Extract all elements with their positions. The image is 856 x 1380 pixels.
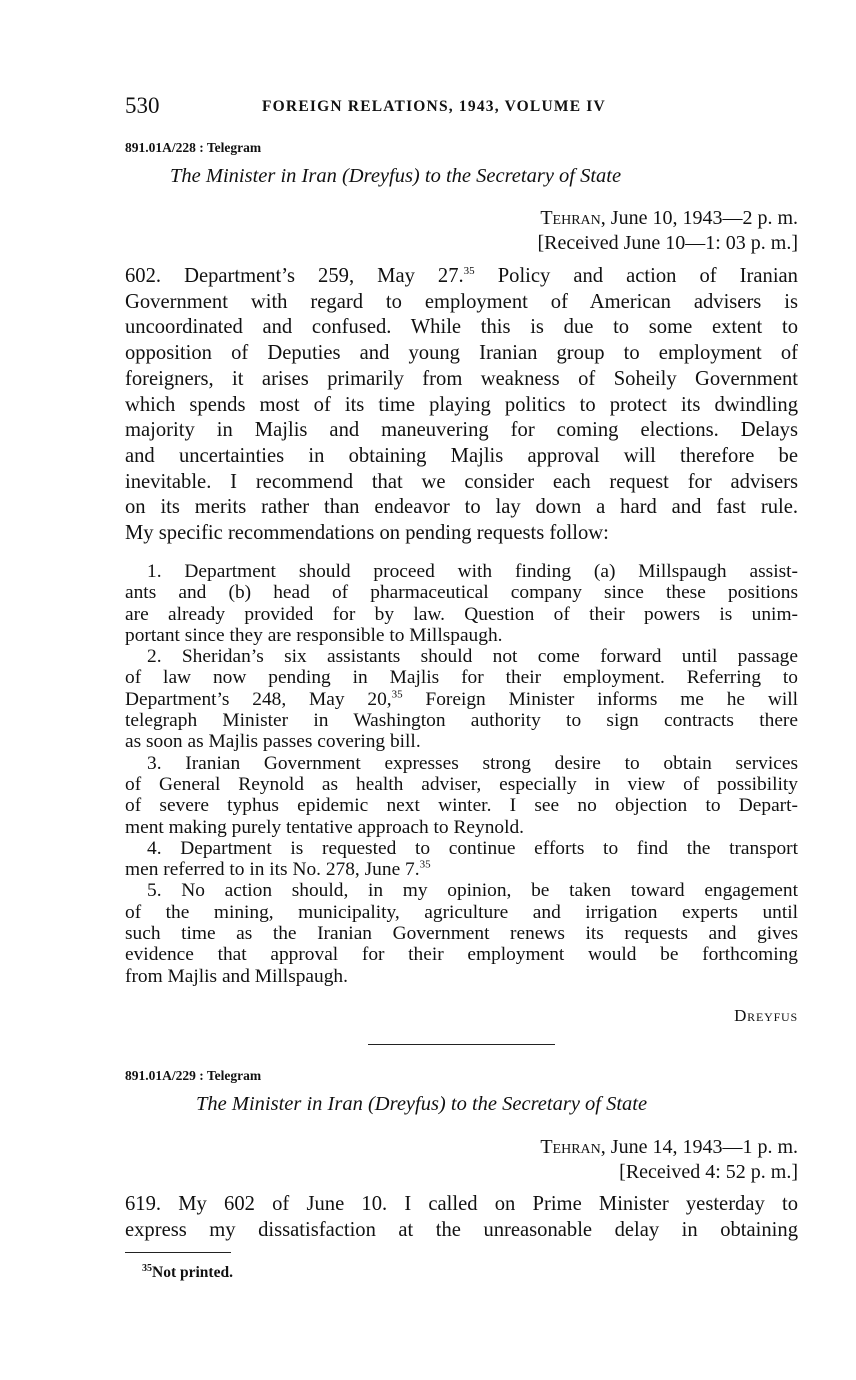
doc1-paragraph [125, 264, 798, 547]
footnote-rule [125, 1252, 231, 1253]
paragraph-line: express my dissatisfaction at the unreasonable delay in obtaining [125, 1218, 798, 1241]
paragraph-line: 619. My 602 of June 10. I called on Prime Minister yesterday to [125, 1193, 798, 1215]
footnote-text: Not printed. [152, 1264, 233, 1281]
footnote-marker: 35 [142, 1262, 152, 1274]
doc1-recommendations-list [125, 561, 798, 987]
list-line: from Majlis and Millspaugh. [125, 965, 348, 987]
running-head: FOREIGN RELATIONS, 1943, VOLUME IV [262, 98, 606, 115]
doc1-place: Tehran [540, 207, 601, 229]
paragraph-line: and uncertainties in obtaining Majlis approval will therefore be [125, 444, 798, 467]
doc2-title: The Minister in Iran (Dreyfus) to the Secretary of State [196, 1093, 648, 1115]
list-line: Department’s 248, May 20,35 Foreign Minister informs me he will [125, 688, 798, 710]
list-line: ants and (b) head of pharmaceutical company since these positions [125, 582, 798, 604]
footnote [142, 1264, 233, 1282]
paragraph-line: opposition of Deputies and young Iranian group to employment of [125, 342, 798, 365]
doc2-file-number: 891.01A/229 : Telegram [125, 1068, 262, 1083]
paragraph-line: uncoordinated and confused. While this is due to some extent to [125, 316, 798, 339]
list-line: of law now pending in Majlis for their employment. Referring to [125, 667, 798, 689]
paragraph-line: My specific recommendations on pending requests follow: [125, 522, 609, 545]
doc1-received: [Received June 10—1: 03 p. m.] [537, 232, 798, 254]
list-line: telegraph Minister in Washington authority to sign contracts there [125, 710, 798, 732]
doc2-received: [Received 4: 52 p. m.] [619, 1161, 798, 1183]
doc1-file-number: 891.01A/228 : Telegram [125, 140, 262, 155]
doc1-date: , June 10, 1943—2 p. m. [600, 207, 798, 229]
list-line: evidence that approval for their employment would be forthcoming [125, 944, 798, 966]
list-line: of the mining, municipality, agriculture and irrigation experts until [125, 901, 798, 923]
list-line: portant since they are responsible to Millspaugh. [125, 624, 503, 646]
list-line: 3. Iranian Government expresses strong desire to obtain services [147, 752, 798, 774]
paragraph-line: foreigners, it arises primarily from weakness of Soheily Government [125, 367, 798, 390]
list-line: 4. Department is requested to continue efforts to find the transport [147, 837, 798, 859]
paragraph-line: 602. Department’s 259, May 27.35 Policy and action of Iranian [125, 265, 798, 287]
page-number: 530 [125, 93, 160, 118]
list-line: are already provided for by law. Question of their powers is unim- [125, 603, 798, 625]
doc2-dateline [540, 1136, 798, 1159]
doc2-paragraph [125, 1192, 798, 1243]
list-line: such time as the Iranian Government renews its requests and gives [125, 923, 798, 945]
doc2-place: Tehran [540, 1136, 601, 1158]
list-line: 1. Department should proceed with finding (a) Millspaugh assist- [147, 561, 798, 582]
paragraph-line: majority in Majlis and maneuvering for coming elections. Delays [125, 419, 798, 442]
list-line: ment making purely tentative approach to Reynold. [125, 816, 525, 838]
doc1-dateline [540, 207, 798, 230]
list-line: of severe typhus epidemic next winter. I see no objection to Depart- [125, 795, 798, 817]
list-line: men referred to in its No. 278, June 7.35 [125, 858, 431, 881]
doc2-date: , June 14, 1943—1 p. m. [600, 1136, 798, 1158]
section-separator [368, 1044, 555, 1045]
doc1-signature: Dreyfus [734, 1006, 798, 1025]
paragraph-line: inevitable. I recommend that we consider each request for advisers [125, 470, 798, 493]
paragraph-line: which spends most of its time playing politics to protect its dwindling [125, 393, 798, 416]
paragraph-line: Government with regard to employment of American advisers is [125, 290, 798, 313]
paragraph-line: on its merits rather than endeavor to lay down a hard and fast rule. [125, 496, 798, 519]
list-line: 5. No action should, in my opinion, be taken toward engagement [147, 880, 798, 902]
doc1-title: The Minister in Iran (Dreyfus) to the Secretary of State [170, 165, 622, 187]
list-line: of General Reynold as health adviser, especially in view of possibility [125, 773, 798, 795]
list-line: as soon as Majlis passes covering bill. [125, 731, 421, 753]
list-line: 2. Sheridan’s six assistants should not come forward until passage [147, 646, 798, 668]
